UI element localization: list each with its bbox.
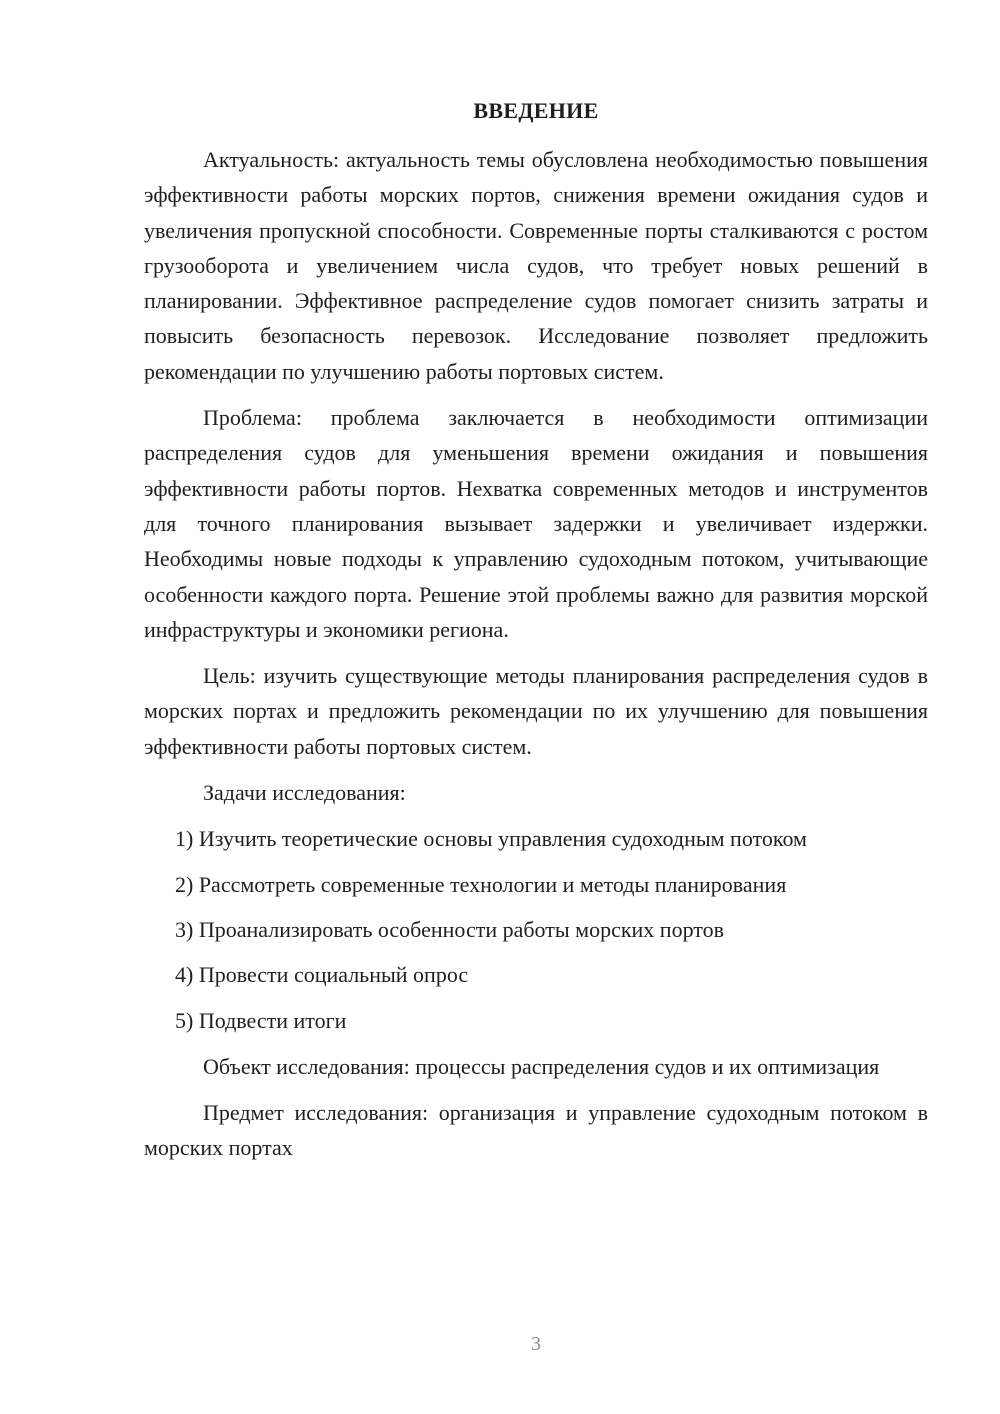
tasks-heading: Задачи исследования:: [203, 780, 406, 806]
task-item: 3) Проанализировать особенности работы морских портов: [175, 916, 725, 942]
tasks-list: [144, 821, 928, 1037]
subject-paragraph: Предмет исследования: организация и управление судоходным потоком в морских портах: [144, 1100, 928, 1161]
body-text: [144, 142, 928, 1177]
task-item: 1) Изучить теоретические основы управления судоходным потоком: [175, 826, 807, 852]
relevance-paragraph: Актуальность: актуальность темы обусловлена необходимостью повышения эффективности работы морских портов, снижения времени ожидания судов и увеличения пропускной способности. Современные порты сталкиваются с ростом грузооборота и увеличением числа судов, что требует новых решений в планировании. Эффективное распределение судов помогает снизить затраты и повысить безопасность перевозок. Исследование позволяет предложить рекомендации по улучшению работы портовых систем.: [144, 147, 928, 384]
task-item: 5) Подвести итоги: [175, 1007, 347, 1033]
page-number: 3: [531, 1333, 541, 1355]
problem-paragraph: Проблема: проблема заключается в необходимости оптимизации распределения судов для уменьшения времени ожидания и повышения эффективности работы портов. Нехватка современных методов и инструментов для точного планирования вызывает задержки и увеличивает издержки. Необходимы новые подходы к управлению судоходным потоком, учитывающие особенности каждого порта. Решение этой проблемы важно для развития морской инфраструктуры и экономики региона.: [144, 405, 928, 642]
object-paragraph: Объект исследования: процессы распределения судов и их оптимизация: [203, 1053, 880, 1079]
page-title: ВВЕДЕНИЕ: [473, 98, 599, 123]
task-item: 2) Рассмотреть современные технологии и методы планирования: [175, 871, 787, 897]
task-item: 4) Провести социальный опрос: [175, 962, 469, 988]
goal-paragraph: Цель: изучить существующие методы планирования распределения судов в морских портах и предложить рекомендации по их улучшению для повышения эффективности работы портовых систем.: [144, 663, 928, 759]
